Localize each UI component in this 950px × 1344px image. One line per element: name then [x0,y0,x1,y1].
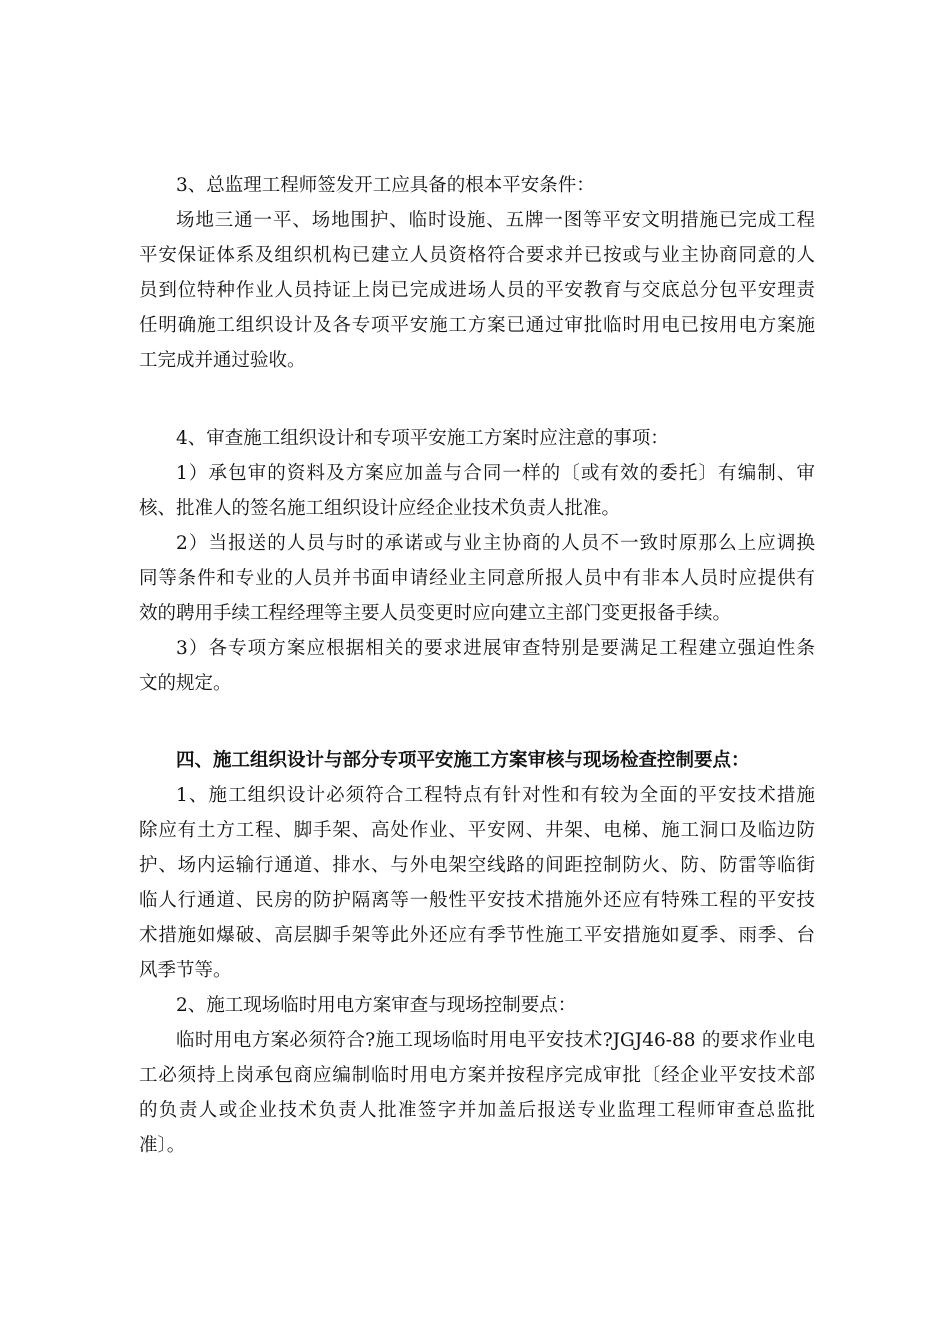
item-2-line: 同等条件和专业的人员并书面申请经业主同意所报人员中有非本人员时应提供有 [139,568,815,589]
chapter-4-title: 四、施工组织设计与部分专项平安施工方案审核与现场检查控制要点： [176,750,750,771]
chapter-item-1-line: 术措施如爆破、高层脚手架等此外还应有季节性施工平安措施如夏季、雨季、台 [139,925,815,946]
section-4-heading: 4、审查施工组织设计和专项平安施工方案时应注意的事项： [176,428,669,449]
item-2-line: 2）当报送的人员与时的承诺或与业主协商的人员不一致时原那么上应调换 [176,533,815,554]
item-3-line: 文的规定。 [139,673,232,694]
chapter-item-1-line: 1、施工组织设计必须符合工程特点有针对性和有较为全面的平安技术措施 [176,785,815,806]
chapter-item-1-line: 除应有土方工程、脚手架、高处作业、平安网、井架、电梯、施工洞口及临边防 [139,820,815,841]
chapter-item-2-line: 的负责人或企业技术负责人批准签字并加盖后报送专业监理工程师审查总监批 [139,1100,815,1121]
item-1-line: 1）承包审的资料及方案应加盖与合同一样的〔或有效的委托〕有编制、审 [176,463,815,484]
paragraph-line: 任明确施工组织设计及各专项平安施工方案已通过审批临时用电已按用电方案施 [139,315,815,336]
chapter-item-1-line: 护、场内运输行通道、排水、与外电架空线路的间距控制防火、防、防雷等临街 [139,855,815,876]
chapter-item-1-line: 临人行通道、民房的防护隔离等一般性平安技术措施外还应有特殊工程的平安技 [139,890,815,911]
chapter-item-2-line: 临时用电方案必须符合?施工现场临时用电平安技术?JGJ46-88 的要求作业电 [176,1030,815,1051]
chapter-item-1-line: 风季节等。 [139,960,232,981]
paragraph-line: 场地三通一平、场地围护、临时设施、五牌一图等平安文明措施已完成工程 [176,210,815,231]
paragraph-line: 员到位特种作业人员持证上岗已完成进场人员的平安教育与交底总分包平安理责 [139,280,815,301]
section-3-heading: 3、总监理工程师签发开工应具备的根本平安条件： [176,175,595,196]
paragraph-line: 平安保证体系及组织机构已建立人员资格符合要求并已按或与业主协商同意的人 [139,245,815,266]
paragraph-line: 工完成并通过验收。 [139,350,306,371]
chapter-item-2-line: 准〕。 [139,1135,186,1156]
item-2-line: 效的聘用手续工程经理等主要人员变更时应向建立主部门变更报备手续。 [139,603,732,624]
chapter-item-2-line: 工必须持上岗承包商应编制临时用电方案并按程序完成审批〔经企业平安技术部 [139,1065,815,1086]
chapter-item-2-heading: 2、施工现场临时用电方案审查与现场控制要点： [176,995,577,1016]
item-3-line: 3）各专项方案应根据相关的要求进展审查特别是要满足工程建立强迫性条 [176,638,815,659]
item-1-line: 核、批准人的签名施工组织设计应经企业技术负责人批准。 [139,498,621,519]
